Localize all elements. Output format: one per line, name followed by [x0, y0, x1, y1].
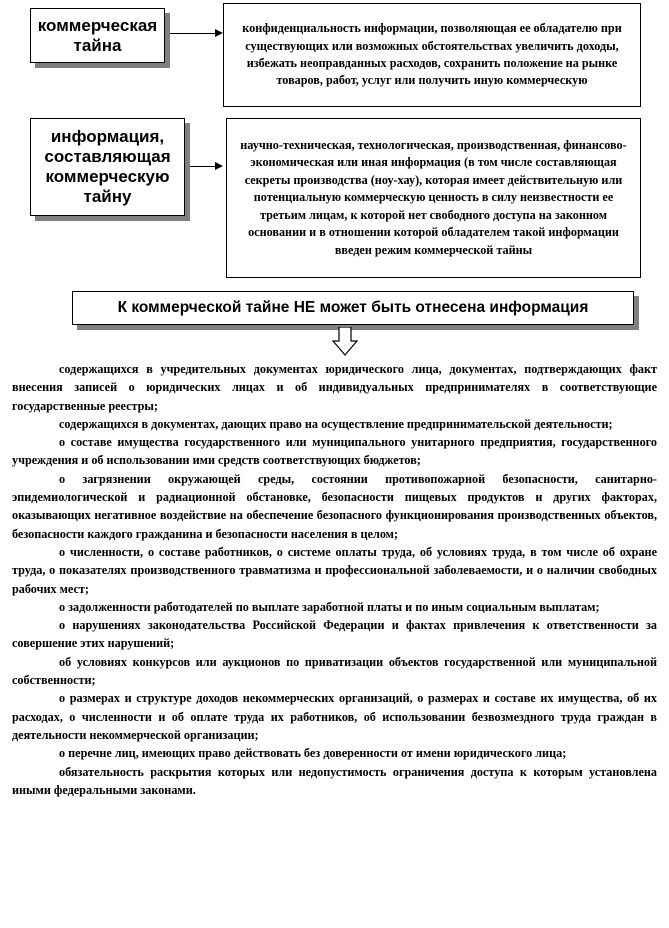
list-item: о задолженности работодателей по выплате заработной платы и по иным социальным выплатам;: [59, 599, 600, 614]
term2-arrow-line: [190, 166, 216, 167]
term1-definition: конфиденциальность информации, позволяющая ее обладателю при существующих или возможных обстоятельствах увеличить доходы, избежать неоправданных расходов, сохранить положение на рынке товаров, работ, услуг или получить иную коммерческую: [242, 21, 622, 88]
list-item: о перечне лиц, имеющих право действовать без доверенности от имени юридического лица;: [59, 746, 567, 761]
term1-arrow-line: [170, 33, 216, 34]
exclusion-list: [12, 360, 657, 799]
list-item: о загрязнении окружающей среды, состоянии противопожарной безопасности, санитарно-эпидемиологической и радиационной обстановке, безопасности пищевых продуктов и других факторах, оказывающих негативное воздействие на обеспечение безопасного функционирования производственных объектов, безопасности каждого гражданина и безопасности населения в целом;: [12, 471, 657, 541]
list-item: о составе имущества государственного или муниципального унитарного предприятия, государственного учреждения и об использовании ими средств соответствующих бюджетов;: [12, 435, 657, 468]
term2-arrow-head-icon: [215, 162, 223, 170]
list-item: о размерах и структуре доходов некоммерческих организаций, о размерах и составе их имущества, об их расходах, о численности и об оплате труда их работников, об использовании безвозмездного труда граждан в деятельности некоммерческой организации;: [12, 691, 657, 742]
term2-label-box: [30, 118, 185, 216]
term1-definition-box: [223, 3, 641, 107]
exclusion-banner: [72, 291, 634, 325]
banner-title: К коммерческой тайне НЕ может быть отнесена информация: [117, 299, 589, 316]
list-item: обязательность раскрытия которых или недопустимость ограничения доступа к которым установлена иными федеральными законами.: [12, 764, 657, 797]
down-arrow-icon: [332, 327, 358, 357]
list-item: содержащихся в документах, дающих право на осуществление предпринимательской деятельности;: [59, 416, 613, 431]
list-item: о численности, о составе работников, о системе оплаты труда, об условиях труда, в том числе об охране труда, о показателях производственного травматизма и профессиональной заболеваемости, и о наличии свободных рабочих мест;: [12, 544, 657, 596]
term1-arrow-head-icon: [215, 29, 223, 37]
term2-label: информация, составляющая коммерческую тайну: [44, 127, 171, 206]
term2-definition-box: [226, 118, 641, 278]
term2-definition: научно-техническая, технологическая, производственная, финансово-экономическая или иная информация (в том числе составляющая секреты производства (ноу-хау), которая имеет действительную или потенциальную коммерческую ценность в силу неизвестности ее третьим лицам, к которой нет свободного доступа на законном основании и в отношении которой обладателем такой информации введен режим коммерческой тайны: [240, 138, 627, 257]
term1-label: коммерческая тайна: [37, 15, 158, 55]
list-item: об условиях конкурсов или аукционов по приватизации объектов государственной или муниципальной собственности;: [12, 654, 657, 688]
list-item: о нарушениях законодательства Российской Федерации и фактах привлечения к ответственности за совершение этих нарушений;: [12, 618, 657, 651]
list-item: содержащихся в учредительных документах юридического лица, документах, подтверждающих факт внесения записей о юридических лицах и об индивидуальных предпринимателях в соответствующие государственные реестры;: [12, 362, 657, 413]
term1-label-box: [30, 8, 165, 63]
